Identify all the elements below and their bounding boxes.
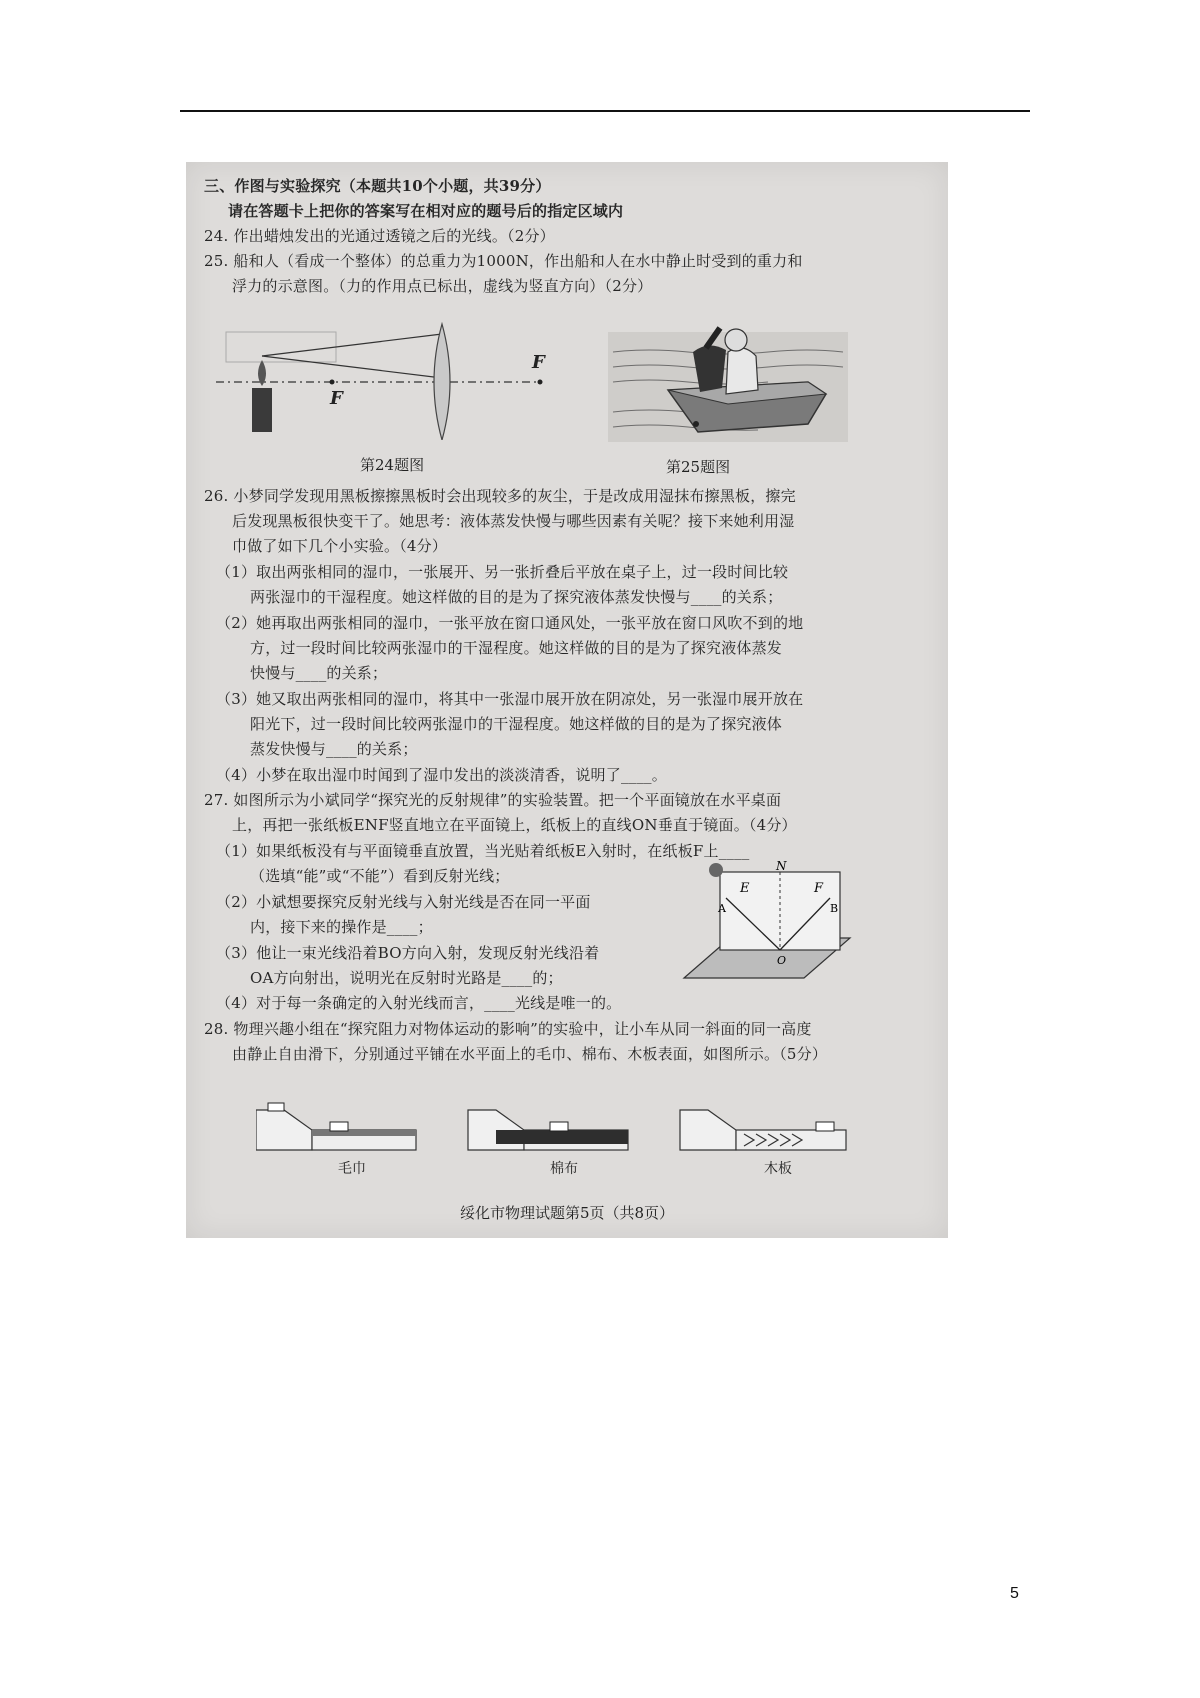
label-n: N xyxy=(776,859,787,873)
q26-part2-a: （2）她再取出两张相同的湿巾，一张平放在窗口通风处，一张平放在窗口风吹不到的地 xyxy=(216,614,804,632)
fig28-caption-towel: 毛巾 xyxy=(338,1161,366,1177)
label-b: B xyxy=(830,902,839,915)
fig28-caption-cotton: 棉布 xyxy=(550,1161,578,1177)
fig28-caption-wood: 木板 xyxy=(764,1161,792,1177)
q27-text-1: 27. 如图所示为小斌同学“探究光的反射规律”的实验装置。把一个平面镜放在水平桌面 xyxy=(204,791,782,809)
ramp-towel xyxy=(256,1103,416,1150)
fig24-lens-diagram xyxy=(206,320,566,440)
q26-text-2: 后发现黑板很快变干了。她思考：液体蒸发快慢与哪些因素有关呢？接下来她利用湿 xyxy=(232,512,795,530)
q26-part3-b: 阳光下，过一段时间比较两张湿巾的干湿程度。她这样做的目的是为了探究液体 xyxy=(250,715,783,733)
q27-text-2: 上，再把一张纸板ENF竖直地立在平面镜上，纸板上的直线ON垂直于镜面。（4分） xyxy=(232,816,797,834)
force-point xyxy=(693,421,699,427)
scanned-exam-page xyxy=(186,162,948,1238)
candle-body xyxy=(252,388,272,432)
header-rule xyxy=(180,110,1030,112)
q26-part3-a: （3）她又取出两张相同的湿巾，将其中一张湿巾展开放在阴凉处，另一张湿巾展开放在 xyxy=(216,690,804,708)
q25-text-1: 25. 船和人（看成一个整体）的总重力为1000N，作出船和人在水中静止时受到的重力和 xyxy=(204,252,803,270)
label-e: E xyxy=(740,881,750,896)
convex-lens xyxy=(434,324,450,440)
label-f: F xyxy=(814,881,824,896)
q26-part1-b: 两张湿巾的干湿程度。她这样做的目的是为了探究液体蒸发快慢与____的关系； xyxy=(250,588,783,606)
q26-part2-c: 快慢与____的关系； xyxy=(250,664,388,682)
q27-part4: （4）对于每一条确定的入射光线而言，____光线是唯一的。 xyxy=(216,994,622,1012)
focal-point-left xyxy=(330,380,335,385)
q26-part1-a: （1）取出两张相同的湿巾，一张展开、另一张折叠后平放在桌子上，过一段时间比较 xyxy=(216,563,789,581)
fig28-ramp-surfaces xyxy=(256,1100,876,1152)
label-a: A xyxy=(718,902,726,915)
page-number: 5 xyxy=(1010,1585,1019,1602)
fig25-boat-illustration xyxy=(608,312,848,447)
instruction: 请在答题卡上把你的答案写在相对应的题号后的指定区域内 xyxy=(228,202,624,220)
q26-part3-c: 蒸发快慢与____的关系； xyxy=(250,740,418,758)
ramp-cotton xyxy=(468,1110,628,1150)
scan-footer: 绥化市物理试题第5页（共8页） xyxy=(459,1204,675,1222)
focal-label-left: F xyxy=(330,388,343,409)
focal-point-right xyxy=(538,380,543,385)
q27-part1-a: （1）如果纸板没有与平面镜垂直放置，当光贴着纸板E入射时，在纸板F上____ xyxy=(216,842,750,860)
q27-part2-a: （2）小斌想要探究反射光线与入射光线是否在同一平面 xyxy=(216,893,591,911)
q27-part1-b: （选填“能”或“不能”）看到反射光线； xyxy=(250,867,510,885)
q26-part2-b: 方，过一段时间比较两张湿巾的干湿程度。她这样做的目的是为了探究液体蒸发 xyxy=(250,639,783,657)
person-body xyxy=(726,348,758,394)
q25-text-2: 浮力的示意图。（力的作用点已标出，虚线为竖直方向）（2分） xyxy=(232,277,653,295)
ray-1 xyxy=(262,334,442,356)
fig25-caption: 第25题图 xyxy=(666,458,731,476)
q27-part2-b: 内，接下来的操作是____； xyxy=(250,918,433,936)
fig27-reflection-apparatus xyxy=(682,854,852,982)
q26-text-1: 26. 小梦同学发现用黑板擦擦黑板时会出现较多的灰尘，于是改成用湿抹布擦黑板，擦完 xyxy=(204,487,796,505)
section-title: 三、作图与实验探究（本题共10个小题，共39分） xyxy=(204,177,551,195)
ray-2 xyxy=(262,356,442,378)
fig24-caption: 第24题图 xyxy=(360,456,425,474)
q26-part4: （4）小梦在取出湿巾时闻到了湿巾发出的淡淡清香，说明了____。 xyxy=(216,766,667,784)
focal-label-right: F xyxy=(532,352,545,373)
q28-text-2: 由静止自由滑下，分别通过平铺在水平面上的毛巾、棉布、木板表面，如图所示。（5分） xyxy=(232,1045,828,1063)
faint-bleed-box xyxy=(226,332,336,362)
laser-pointer xyxy=(709,863,723,877)
q28-text-1: 28. 物理兴趣小组在“探究阻力对物体运动的影响”的实验中，让小车从同一斜面的同一高度 xyxy=(204,1020,812,1038)
q27-part3-a: （3）他让一束光线沿着BO方向入射，发现反射光线沿着 xyxy=(216,944,600,962)
q24-text: 24. 作出蜡烛发出的光通过透镜之后的光线。（2分） xyxy=(204,227,555,245)
person-head xyxy=(725,329,747,351)
label-o: O xyxy=(777,954,787,967)
q26-text-3: 巾做了如下几个小实验。（4分） xyxy=(232,537,448,555)
q27-part3-b: OA方向射出，说明光在反射时光路是____的； xyxy=(250,969,563,987)
ramp-wood xyxy=(680,1110,846,1150)
